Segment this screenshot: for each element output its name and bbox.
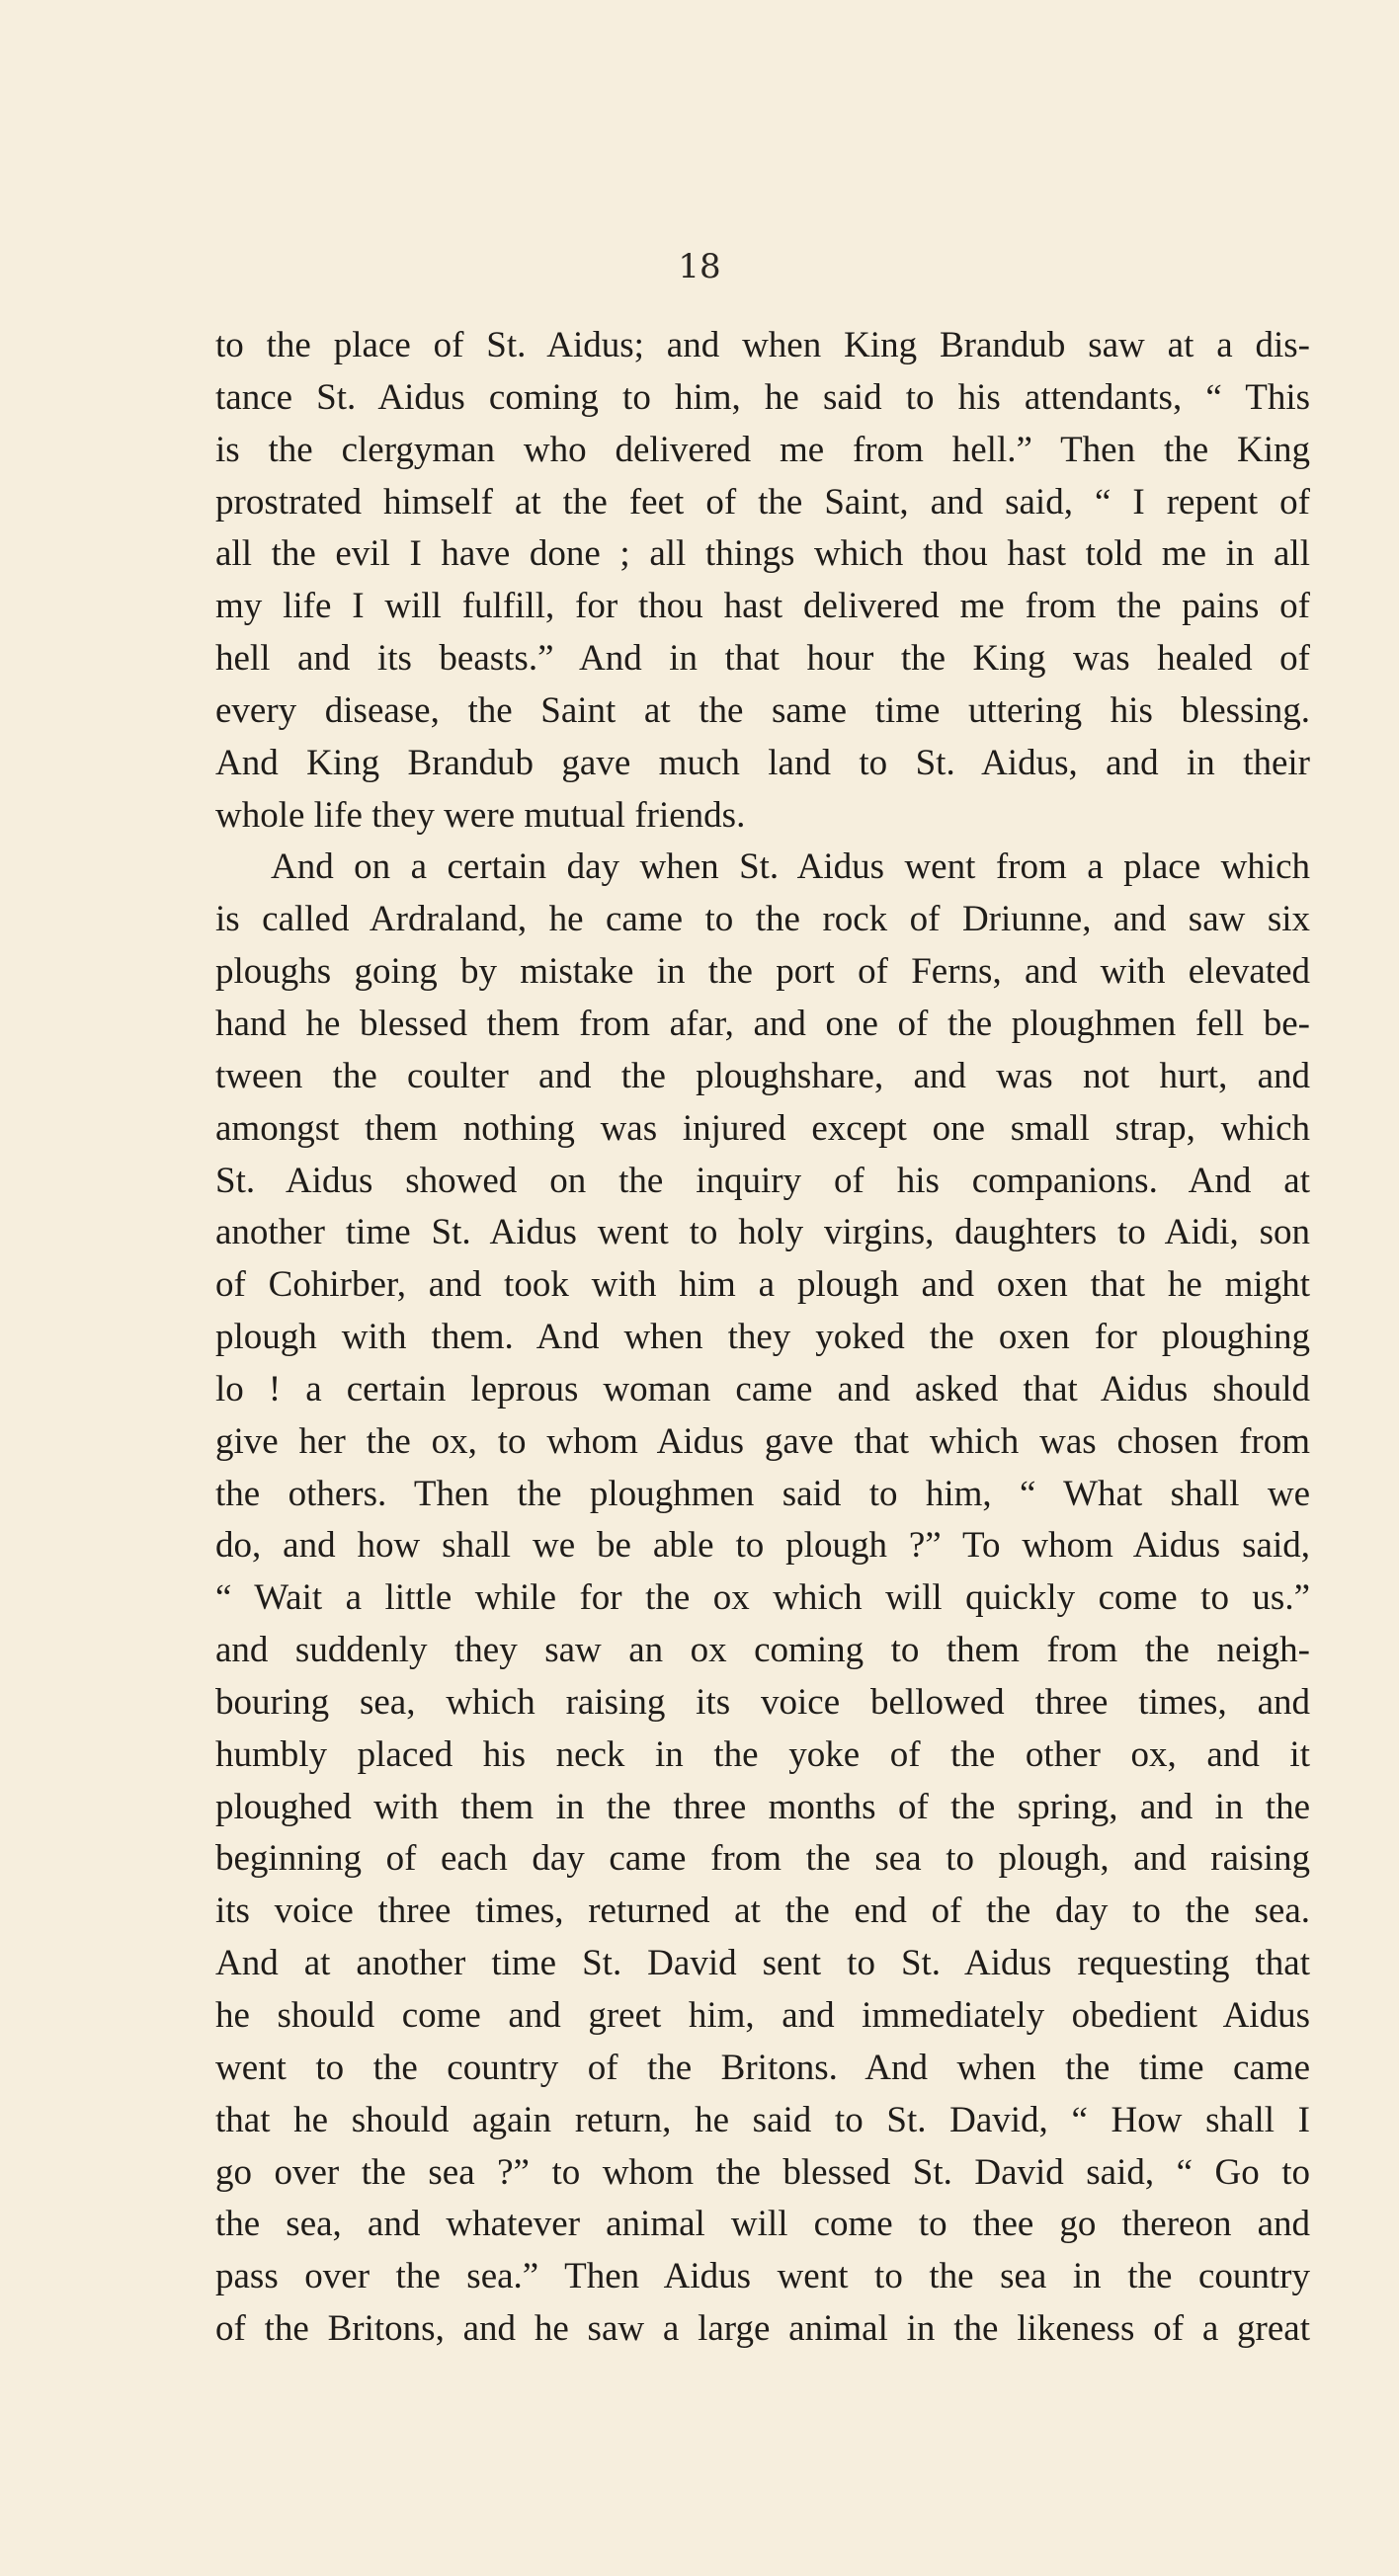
text-line: is called Ardraland, he came to the rock of Driunne, and saw six [215, 899, 1310, 940]
text-line: of the Britons, and he saw a large animal in the likeness of a great [215, 2308, 1310, 2350]
text-line: St. Aidus showed on the inquiry of his companions. And at [215, 1160, 1310, 1201]
text-line: he should come and greet him, and immediately obedient Aidus [215, 1995, 1310, 2036]
paragraph-start-line: And on a certain day when St. Aidus went from a place which [271, 846, 1310, 888]
text-line: went to the country of the Britons. And when the time came [215, 2047, 1310, 2088]
text-line: bouring sea, which raising its voice bellowed three times, and [215, 1681, 1310, 1723]
text-line: tween the coulter and the ploughshare, and was not hurt, and [215, 1055, 1310, 1096]
text-line: give her the ox, to whom Aidus gave that which was chosen from [215, 1420, 1310, 1462]
text-line: tance St. Aidus coming to him, he said to his attendants, “ This [215, 376, 1310, 418]
text-line: pass over the sea.” Then Aidus went to the sea in the country [215, 2256, 1310, 2297]
text-line: the sea, and whatever animal will come to thee go thereon and [215, 2204, 1310, 2245]
text-line: amongst them nothing was injured except one small strap, which [215, 1107, 1310, 1149]
body-text [215, 320, 1310, 2356]
text-line: lo ! a certain leprous woman came and asked that Aidus should [215, 1368, 1310, 1409]
text-line: of Cohirber, and took with him a plough and oxen that he might [215, 1264, 1310, 1306]
text-line: beginning of each day came from the sea to plough, and raising [215, 1838, 1310, 1880]
text-line: all the evil I have done ; all things which thou hast told me in all [215, 533, 1310, 575]
text-line: And King Brandub gave much land to St. Aidus, and in their [215, 742, 1310, 783]
text-line: my life I will fulfill, for thou hast delivered me from the pains of [215, 586, 1310, 627]
text-line: ploughs going by mistake in the port of Ferns, and with elevated [215, 951, 1310, 993]
text-line: plough with them. And when they yoked the oxen for ploughing [215, 1317, 1310, 1358]
text-line: another time St. Aidus went to holy virgins, daughters to Aidi, son [215, 1212, 1310, 1253]
text-line: prostrated himself at the feet of the Saint, and said, “ I repent of [215, 481, 1310, 523]
text-line: humbly placed his neck in the yoke of the other ox, and it [215, 1733, 1310, 1775]
page-number: 18 [678, 247, 721, 286]
text-line: to the place of St. Aidus; and when King Brandub saw at a dis- [215, 325, 1310, 365]
text-line: its voice three times, returned at the end of the day to the sea. [215, 1891, 1310, 1932]
text-line: And at another time St. David sent to St. Aidus requesting that [215, 1943, 1310, 1984]
text-line: the others. Then the ploughmen said to him, “ What shall we [215, 1473, 1310, 1514]
text-line: go over the sea ?” to whom the blessed St. David said, “ Go to [215, 2151, 1310, 2193]
text-line: ploughed with them in the three months of the spring, and in the [215, 1786, 1310, 1827]
text-line: every disease, the Saint at the same time uttering his blessing. [215, 689, 1310, 731]
text-line: do, and how shall we be able to plough ?” To whom Aidus said, [215, 1525, 1310, 1567]
text-line: hell and its beasts.” And in that hour the King was healed of [215, 638, 1310, 680]
text-line: “ Wait a little while for the ox which will quickly come to us.” [215, 1577, 1310, 1619]
text-line: hand he blessed them from afar, and one of the ploughmen fell be- [215, 1003, 1310, 1044]
text-line: that he should again return, he said to St. David, “ How shall I [215, 2099, 1310, 2140]
text-line: whole life they were mutual friends. [215, 794, 746, 836]
text-line: is the clergyman who delivered me from hell.” Then the King [215, 429, 1310, 470]
text-line: and suddenly they saw an ox coming to them from the neigh- [215, 1630, 1310, 1671]
